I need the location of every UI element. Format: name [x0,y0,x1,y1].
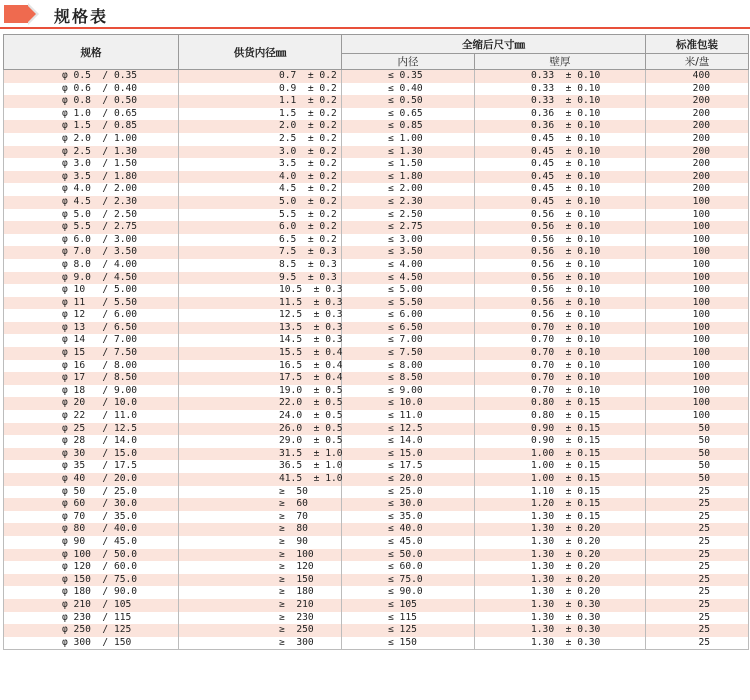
spec-cell: φ 40 / 20.0 [4,473,179,486]
inner-diameter-cell: ≤ 150 [342,637,475,650]
wall-thickness-cell: 0.70 ± 0.10 [475,360,646,373]
wall-thickness-cell: 0.90 ± 0.15 [475,435,646,448]
pack-qty-cell: 100 [646,209,749,222]
header-spec: 规格 [4,35,179,70]
pack-qty-cell: 50 [646,473,749,486]
spec-cell: φ 2.5 / 1.30 [4,146,179,159]
spec-cell: φ 6.0 / 3.00 [4,234,179,247]
supply-id-cell: 5.0 ± 0.2 [179,196,342,209]
spec-cell: φ 3.5 / 1.80 [4,171,179,184]
pack-qty-cell: 25 [646,498,749,511]
table-row [4,272,749,285]
supply-id-cell: ≥ 70 [179,511,342,524]
inner-diameter-cell: ≤ 30.0 [342,498,475,511]
supply-id-cell: 11.5 ± 0.3 [179,297,342,310]
table-row [4,221,749,234]
pack-qty-cell: 25 [646,586,749,599]
wall-thickness-cell: 1.30 ± 0.20 [475,561,646,574]
supply-id-cell: ≥ 300 [179,637,342,650]
supply-id-cell: ≥ 90 [179,536,342,549]
pack-qty-cell: 100 [646,259,749,272]
wall-thickness-cell: 0.70 ± 0.10 [475,385,646,398]
supply-id-cell: 4.5 ± 0.2 [179,183,342,196]
wall-thickness-cell: 0.80 ± 0.15 [475,397,646,410]
spec-cell: φ 300 / 150 [4,637,179,650]
supply-id-cell: 4.0 ± 0.2 [179,171,342,184]
spec-cell: φ 1.5 / 0.85 [4,120,179,133]
supply-id-cell: 0.7 ± 0.2 [179,70,342,83]
supply-id-cell: 19.0 ± 0.5 [179,385,342,398]
spec-cell: φ 25 / 12.5 [4,423,179,436]
inner-diameter-cell: ≤ 1.50 [342,158,475,171]
table-row [4,624,749,637]
table-row [4,460,749,473]
inner-diameter-cell: ≤ 4.00 [342,259,475,272]
spec-cell: φ 22 / 11.0 [4,410,179,423]
supply-id-cell: 1.1 ± 0.2 [179,95,342,108]
inner-diameter-cell: ≤ 17.5 [342,460,475,473]
table-row [4,586,749,599]
inner-diameter-cell: ≤ 4.50 [342,272,475,285]
spec-cell: φ 90 / 45.0 [4,536,179,549]
inner-diameter-cell: ≤ 14.0 [342,435,475,448]
table-row [4,448,749,461]
supply-id-cell: ≥ 210 [179,599,342,612]
spec-cell: φ 16 / 8.00 [4,360,179,373]
pack-qty-cell: 100 [646,397,749,410]
wall-thickness-cell: 1.30 ± 0.20 [475,523,646,536]
supply-id-cell: 17.5 ± 0.4 [179,372,342,385]
supply-id-cell: 13.5 ± 0.3 [179,322,342,335]
spec-cell: φ 0.5 / 0.35 [4,70,179,83]
pack-qty-cell: 100 [646,284,749,297]
wall-thickness-cell: 1.30 ± 0.20 [475,574,646,587]
spec-cell: φ 210 / 105 [4,599,179,612]
supply-id-cell: ≥ 80 [179,523,342,536]
table-row [4,209,749,222]
table-row [4,599,749,612]
pack-qty-cell: 25 [646,637,749,650]
supply-id-cell: 29.0 ± 0.5 [179,435,342,448]
wall-thickness-cell: 0.45 ± 0.10 [475,196,646,209]
supply-id-cell: 2.5 ± 0.2 [179,133,342,146]
wall-thickness-cell: 0.80 ± 0.15 [475,410,646,423]
wall-thickness-cell: 0.90 ± 0.15 [475,423,646,436]
inner-diameter-cell: ≤ 125 [342,624,475,637]
header-divider [0,27,750,29]
supply-id-cell: ≥ 250 [179,624,342,637]
inner-diameter-cell: ≤ 0.40 [342,83,475,96]
table-row [4,385,749,398]
table-row [4,146,749,159]
table-row [4,196,749,209]
supply-id-cell: 9.5 ± 0.3 [179,272,342,285]
supply-id-cell: ≥ 50 [179,486,342,499]
supply-id-cell: 0.9 ± 0.2 [179,83,342,96]
inner-diameter-cell: ≤ 1.00 [342,133,475,146]
wall-thickness-cell: 0.45 ± 0.10 [475,133,646,146]
wall-thickness-cell: 1.30 ± 0.20 [475,549,646,562]
table-row [4,486,749,499]
pack-qty-cell: 25 [646,624,749,637]
spec-cell: φ 0.6 / 0.40 [4,83,179,96]
spec-cell: φ 60 / 30.0 [4,498,179,511]
wall-thickness-cell: 0.45 ± 0.10 [475,158,646,171]
spec-cell: φ 120 / 60.0 [4,561,179,574]
spec-cell: φ 230 / 115 [4,612,179,625]
wall-thickness-cell: 1.00 ± 0.15 [475,460,646,473]
inner-diameter-cell: ≤ 60.0 [342,561,475,574]
pack-qty-cell: 25 [646,523,749,536]
spec-cell: φ 12 / 6.00 [4,309,179,322]
wall-thickness-cell: 0.56 ± 0.10 [475,284,646,297]
table-row [4,108,749,121]
inner-diameter-cell: ≤ 7.00 [342,334,475,347]
spec-cell: φ 11 / 5.50 [4,297,179,310]
spec-cell: φ 4.5 / 2.30 [4,196,179,209]
inner-diameter-cell: ≤ 50.0 [342,549,475,562]
spec-cell: φ 28 / 14.0 [4,435,179,448]
inner-diameter-cell: ≤ 1.30 [342,146,475,159]
spec-cell: φ 14 / 7.00 [4,334,179,347]
wall-thickness-cell: 0.33 ± 0.10 [475,83,646,96]
pack-qty-cell: 25 [646,561,749,574]
inner-diameter-cell: ≤ 90.0 [342,586,475,599]
pack-qty-cell: 200 [646,108,749,121]
inner-diameter-cell: ≤ 0.85 [342,120,475,133]
pack-qty-cell: 25 [646,574,749,587]
section-header [0,0,750,30]
inner-diameter-cell: ≤ 20.0 [342,473,475,486]
chevron-right-icon-accent [27,5,36,23]
wall-thickness-cell: 0.56 ± 0.10 [475,309,646,322]
pack-qty-cell: 50 [646,448,749,461]
wall-thickness-cell: 1.30 ± 0.30 [475,637,646,650]
spec-cell: φ 2.0 / 1.00 [4,133,179,146]
table-row [4,473,749,486]
spec-cell: φ 20 / 10.0 [4,397,179,410]
spec-cell: φ 30 / 15.0 [4,448,179,461]
supply-id-cell: 41.5 ± 1.0 [179,473,342,486]
inner-diameter-cell: ≤ 35.0 [342,511,475,524]
pack-qty-cell: 100 [646,309,749,322]
spec-cell: φ 250 / 125 [4,624,179,637]
table-row [4,95,749,108]
table-row [4,561,749,574]
spec-cell: φ 35 / 17.5 [4,460,179,473]
inner-diameter-cell: ≤ 0.35 [342,70,475,83]
table-row [4,397,749,410]
table-row [4,322,749,335]
table-row [4,574,749,587]
table-row [4,511,749,524]
inner-diameter-cell: ≤ 115 [342,612,475,625]
supply-id-cell: 31.5 ± 1.0 [179,448,342,461]
wall-thickness-cell: 1.10 ± 0.15 [475,486,646,499]
pack-qty-cell: 25 [646,486,749,499]
header-shrunk-size: 全缩后尺寸㎜ [342,35,646,54]
table-row [4,70,749,83]
wall-thickness-cell: 1.30 ± 0.30 [475,624,646,637]
table-row [4,360,749,373]
pack-qty-cell: 100 [646,360,749,373]
header-standard-pack: 标准包装 [646,35,749,54]
inner-diameter-cell: ≤ 3.00 [342,234,475,247]
wall-thickness-cell: 0.56 ± 0.10 [475,246,646,259]
inner-diameter-cell: ≤ 105 [342,599,475,612]
table-row [4,347,749,360]
supply-id-cell: 26.0 ± 0.5 [179,423,342,436]
pack-qty-cell: 100 [646,234,749,247]
table-row [4,183,749,196]
inner-diameter-cell: ≤ 45.0 [342,536,475,549]
table-row [4,536,749,549]
table-row [4,372,749,385]
wall-thickness-cell: 0.56 ± 0.10 [475,209,646,222]
spec-cell: φ 100 / 50.0 [4,549,179,562]
pack-qty-cell: 100 [646,221,749,234]
table-row [4,334,749,347]
wall-thickness-cell: 0.36 ± 0.10 [475,120,646,133]
header-pack-unit: 米/盘 [646,54,749,70]
inner-diameter-cell: ≤ 2.50 [342,209,475,222]
spec-cell: φ 50 / 25.0 [4,486,179,499]
pack-qty-cell: 100 [646,334,749,347]
inner-diameter-cell: ≤ 7.50 [342,347,475,360]
table-row [4,435,749,448]
inner-diameter-cell: ≤ 12.5 [342,423,475,436]
supply-id-cell: 16.5 ± 0.4 [179,360,342,373]
pack-qty-cell: 25 [646,536,749,549]
wall-thickness-cell: 1.00 ± 0.15 [475,448,646,461]
supply-id-cell: 12.5 ± 0.3 [179,309,342,322]
spec-cell: φ 5.5 / 2.75 [4,221,179,234]
pack-qty-cell: 200 [646,146,749,159]
supply-id-cell: ≥ 180 [179,586,342,599]
inner-diameter-cell: ≤ 3.50 [342,246,475,259]
supply-id-cell: 1.5 ± 0.2 [179,108,342,121]
table-row [4,297,749,310]
wall-thickness-cell: 1.30 ± 0.15 [475,511,646,524]
pack-qty-cell: 100 [646,272,749,285]
table-row [4,423,749,436]
spec-cell: φ 70 / 35.0 [4,511,179,524]
table-row [4,246,749,259]
supply-id-cell: 3.5 ± 0.2 [179,158,342,171]
wall-thickness-cell: 0.33 ± 0.10 [475,70,646,83]
table-row [4,83,749,96]
supply-id-cell: ≥ 230 [179,612,342,625]
supply-id-cell: 3.0 ± 0.2 [179,146,342,159]
supply-id-cell: 7.5 ± 0.3 [179,246,342,259]
table-row [4,612,749,625]
page-title: 规格表 [54,7,109,26]
pack-qty-cell: 100 [646,297,749,310]
supply-id-cell: 6.5 ± 0.2 [179,234,342,247]
inner-diameter-cell: ≤ 40.0 [342,523,475,536]
wall-thickness-cell: 0.70 ± 0.10 [475,372,646,385]
header-wall-thickness: 壁厚 [475,54,646,70]
inner-diameter-cell: ≤ 15.0 [342,448,475,461]
wall-thickness-cell: 1.30 ± 0.20 [475,586,646,599]
supply-id-cell: ≥ 120 [179,561,342,574]
supply-id-cell: 22.0 ± 0.5 [179,397,342,410]
spec-table [3,34,749,650]
spec-cell: φ 4.0 / 2.00 [4,183,179,196]
inner-diameter-cell: ≤ 6.50 [342,322,475,335]
spec-cell: φ 150 / 75.0 [4,574,179,587]
wall-thickness-cell: 0.56 ± 0.10 [475,234,646,247]
spec-cell: φ 15 / 7.50 [4,347,179,360]
wall-thickness-cell: 0.56 ± 0.10 [475,259,646,272]
spec-cell: φ 17 / 8.50 [4,372,179,385]
wall-thickness-cell: 1.30 ± 0.30 [475,599,646,612]
inner-diameter-cell: ≤ 25.0 [342,486,475,499]
spec-table-body [4,70,749,650]
pack-qty-cell: 100 [646,196,749,209]
pack-qty-cell: 50 [646,423,749,436]
wall-thickness-cell: 1.30 ± 0.30 [475,612,646,625]
pack-qty-cell: 100 [646,246,749,259]
pack-qty-cell: 200 [646,158,749,171]
table-row [4,523,749,536]
table-row [4,498,749,511]
supply-id-cell: 24.0 ± 0.5 [179,410,342,423]
table-row [4,120,749,133]
supply-id-cell: 10.5 ± 0.3 [179,284,342,297]
table-row [4,158,749,171]
wall-thickness-cell: 0.70 ± 0.10 [475,322,646,335]
pack-qty-cell: 100 [646,410,749,423]
inner-diameter-cell: ≤ 10.0 [342,397,475,410]
table-row [4,309,749,322]
pack-qty-cell: 100 [646,347,749,360]
table-row [4,234,749,247]
spec-cell: φ 0.8 / 0.50 [4,95,179,108]
table-row [4,284,749,297]
pack-qty-cell: 200 [646,95,749,108]
pack-qty-cell: 100 [646,372,749,385]
pack-qty-cell: 200 [646,83,749,96]
inner-diameter-cell: ≤ 6.00 [342,309,475,322]
wall-thickness-cell: 0.36 ± 0.10 [475,108,646,121]
table-row [4,637,749,650]
wall-thickness-cell: 1.20 ± 0.15 [475,498,646,511]
pack-qty-cell: 25 [646,599,749,612]
wall-thickness-cell: 0.45 ± 0.10 [475,146,646,159]
wall-thickness-cell: 0.56 ± 0.10 [475,297,646,310]
spec-cell: φ 9.0 / 4.50 [4,272,179,285]
spec-cell: φ 18 / 9.00 [4,385,179,398]
inner-diameter-cell: ≤ 2.75 [342,221,475,234]
header-inner-diameter: 内径 [342,54,475,70]
pack-qty-cell: 100 [646,322,749,335]
supply-id-cell: 6.0 ± 0.2 [179,221,342,234]
pack-qty-cell: 100 [646,385,749,398]
supply-id-cell: 15.5 ± 0.4 [179,347,342,360]
pack-qty-cell: 200 [646,120,749,133]
inner-diameter-cell: ≤ 5.50 [342,297,475,310]
header-supply-inner-diameter: 供货内径㎜ [179,35,342,70]
table-row [4,259,749,272]
wall-thickness-cell: 0.33 ± 0.10 [475,95,646,108]
pack-qty-cell: 200 [646,133,749,146]
inner-diameter-cell: ≤ 11.0 [342,410,475,423]
inner-diameter-cell: ≤ 0.50 [342,95,475,108]
wall-thickness-cell: 1.30 ± 0.20 [475,536,646,549]
supply-id-cell: ≥ 60 [179,498,342,511]
pack-qty-cell: 200 [646,183,749,196]
inner-diameter-cell: ≤ 8.00 [342,360,475,373]
inner-diameter-cell: ≤ 1.80 [342,171,475,184]
wall-thickness-cell: 0.70 ± 0.10 [475,347,646,360]
pack-qty-cell: 25 [646,549,749,562]
spec-cell: φ 7.0 / 3.50 [4,246,179,259]
supply-id-cell: 36.5 ± 1.0 [179,460,342,473]
supply-id-cell: ≥ 100 [179,549,342,562]
pack-qty-cell: 25 [646,612,749,625]
supply-id-cell: ≥ 150 [179,574,342,587]
inner-diameter-cell: ≤ 75.0 [342,574,475,587]
wall-thickness-cell: 0.70 ± 0.10 [475,334,646,347]
table-row [4,171,749,184]
spec-cell: φ 80 / 40.0 [4,523,179,536]
wall-thickness-cell: 0.56 ± 0.10 [475,221,646,234]
spec-cell: φ 13 / 6.50 [4,322,179,335]
supply-id-cell: 2.0 ± 0.2 [179,120,342,133]
inner-diameter-cell: ≤ 5.00 [342,284,475,297]
pack-qty-cell: 25 [646,511,749,524]
spec-cell: φ 8.0 / 4.00 [4,259,179,272]
table-row [4,410,749,423]
supply-id-cell: 8.5 ± 0.3 [179,259,342,272]
spec-cell: φ 1.0 / 0.65 [4,108,179,121]
inner-diameter-cell: ≤ 0.65 [342,108,475,121]
pack-qty-cell: 400 [646,70,749,83]
inner-diameter-cell: ≤ 2.00 [342,183,475,196]
pack-qty-cell: 200 [646,171,749,184]
inner-diameter-cell: ≤ 2.30 [342,196,475,209]
pack-qty-cell: 50 [646,435,749,448]
wall-thickness-cell: 0.56 ± 0.10 [475,272,646,285]
table-row [4,549,749,562]
inner-diameter-cell: ≤ 8.50 [342,372,475,385]
spec-cell: φ 3.0 / 1.50 [4,158,179,171]
wall-thickness-cell: 1.00 ± 0.15 [475,473,646,486]
spec-cell: φ 5.0 / 2.50 [4,209,179,222]
supply-id-cell: 14.5 ± 0.3 [179,334,342,347]
inner-diameter-cell: ≤ 9.00 [342,385,475,398]
wall-thickness-cell: 0.45 ± 0.10 [475,183,646,196]
table-row [4,133,749,146]
pack-qty-cell: 50 [646,460,749,473]
spec-cell: φ 180 / 90.0 [4,586,179,599]
supply-id-cell: 5.5 ± 0.2 [179,209,342,222]
wall-thickness-cell: 0.45 ± 0.10 [475,171,646,184]
spec-cell: φ 10 / 5.00 [4,284,179,297]
